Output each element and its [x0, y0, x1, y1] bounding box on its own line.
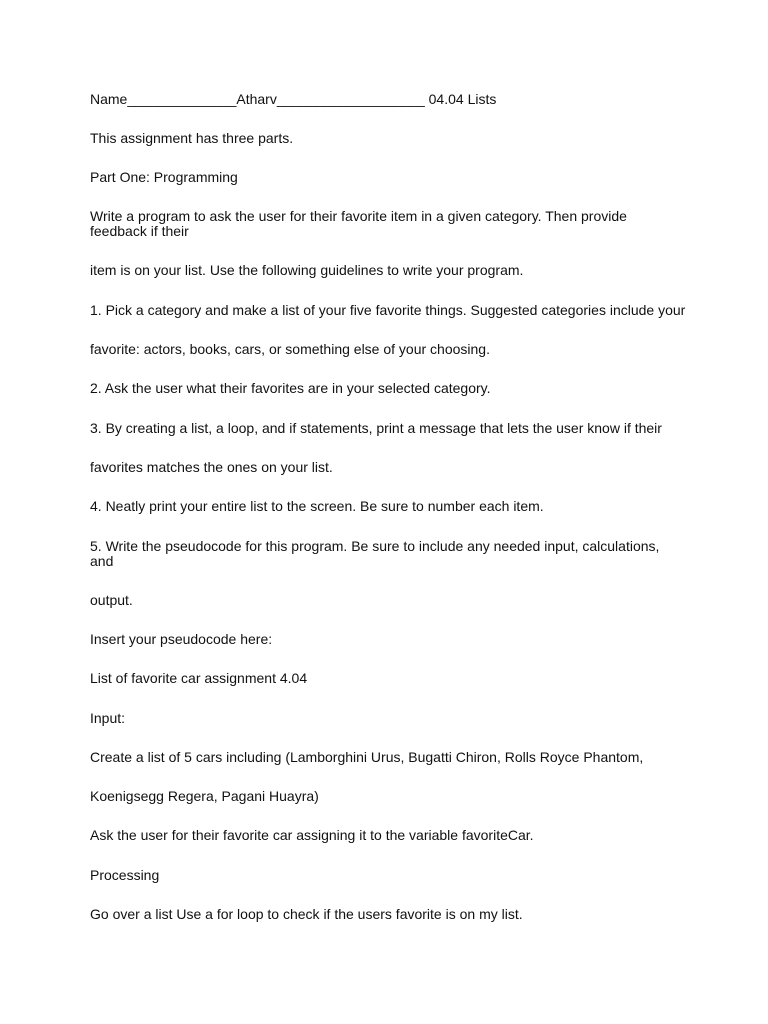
pseudocode-title: List of favorite car assignment 4.04: [90, 670, 308, 686]
pseudocode-line: Koenigsegg Regera, Pagani Huayra): [90, 788, 319, 804]
guideline-item-1: 1. Pick a category and make a list of your five favorite things. Suggested categories include your: [90, 302, 686, 318]
pseudocode-prompt: Insert your pseudocode here:: [90, 631, 273, 647]
guideline-item-5-cont: output.: [90, 592, 133, 608]
pseudocode-processing-heading: Processing: [90, 867, 160, 883]
header-name-line: Name______________Atharv___________________ 04.04 Lists: [90, 91, 497, 107]
guideline-item-3-cont: favorites matches the ones on your list.: [90, 459, 333, 475]
intro-text: This assignment has three parts.: [90, 130, 294, 146]
pseudocode-line: Create a list of 5 cars including (Lamborghini Urus, Bugatti Chiron, Rolls Royce Phantom,: [90, 749, 644, 765]
guideline-item-2: 2. Ask the user what their favorites are in your selected category.: [90, 380, 491, 396]
pseudocode-input-heading: Input:: [90, 710, 126, 726]
paragraph-text: item is on your list. Use the following guidelines to write your program.: [90, 262, 524, 278]
section-heading: Part One: Programming: [90, 169, 238, 185]
guideline-item-4: 4. Neatly print your entire list to the screen. Be sure to number each item.: [90, 498, 544, 514]
guideline-item-3: 3. By creating a list, a loop, and if statements, print a message that lets the user know if their: [90, 420, 662, 436]
pseudocode-line: Go over a list Use a for loop to check if the users favorite is on my list.: [90, 906, 523, 922]
paragraph-text: Write a program to ask the user for their favorite item in a given category. Then provide feedback if their: [90, 208, 631, 239]
guideline-item-5: 5. Write the pseudocode for this program. Be sure to include any needed input, calculations, and: [90, 538, 664, 569]
guideline-item-1-cont: favorite: actors, books, cars, or something else of your choosing.: [90, 341, 490, 357]
pseudocode-line: Ask the user for their favorite car assigning it to the variable favoriteCar.: [90, 827, 534, 843]
